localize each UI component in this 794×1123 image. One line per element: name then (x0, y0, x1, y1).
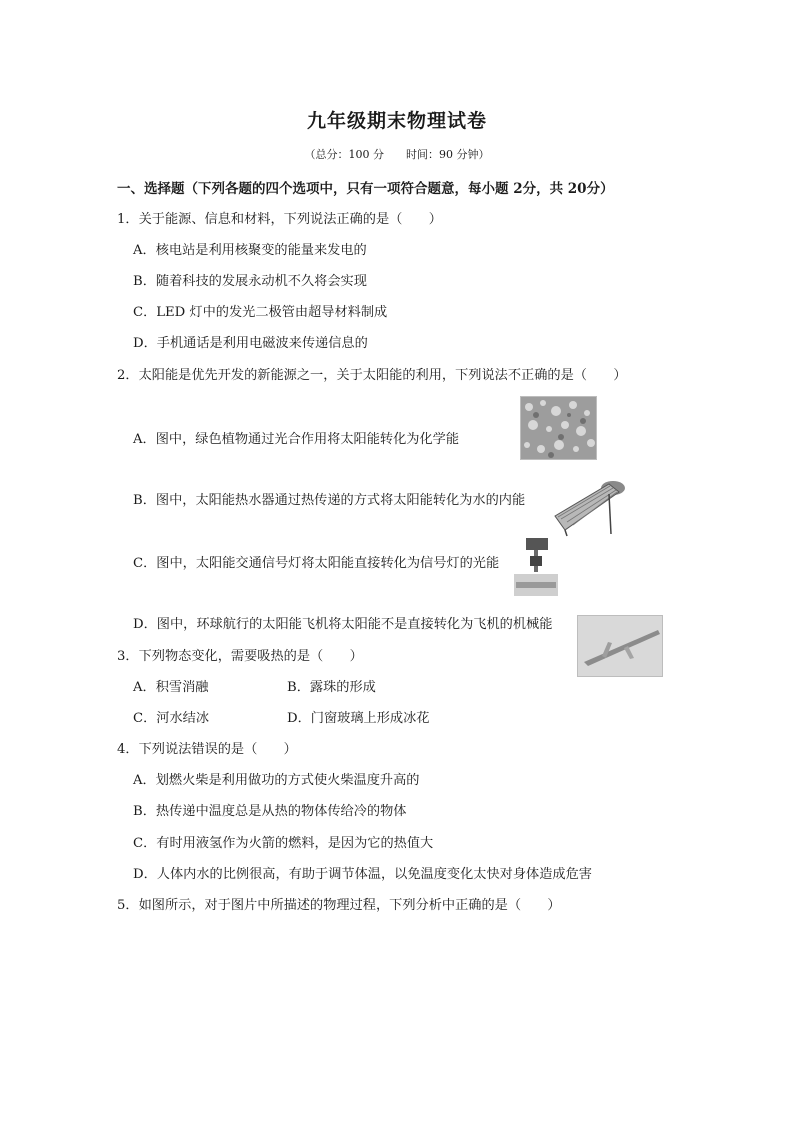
question-4-option-b: B．热传递中温度总是从热的物体传给冷的物体 (133, 804, 407, 819)
question-1-stem: 1．关于能源、信息和材料，下列说法正确的是（ ） (117, 212, 442, 227)
question-1-option-c: C．LED 灯中的发光二极管由超导材料制成 (133, 305, 388, 320)
question-2-stem: 2．太阳能是优先开发的新能源之一，关于太阳能的利用，下列说法不正确的是（ ） (117, 368, 627, 383)
question-1-option-d: D．手机通话是利用电磁波来传递信息的 (133, 336, 368, 351)
solar-water-heater-photo (549, 476, 627, 538)
section-heading: 一、选择题（下列各题的四个选项中，只有一项符合题意，每小题 2分，共 20分） (117, 181, 614, 197)
question-2-option-c: C．图中，太阳能交通信号灯将太阳能直接转化为信号灯的光能 (133, 556, 500, 571)
question-5-stem: 5．如图所示，对于图片中所描述的物理过程，下列分析中正确的是（ ） (117, 898, 561, 913)
question-1-option-b: B．随着科技的发展永动机不久将会实现 (133, 274, 367, 289)
solar-plane-photo (577, 615, 663, 677)
question-4-option-a: A．划燃火柴是利用做功的方式使火柴温度升高的 (133, 773, 420, 788)
plant-photo (520, 396, 597, 460)
question-2-option-a: A．图中，绿色植物通过光合作用将太阳能转化为化学能 (133, 432, 460, 447)
question-3-stem: 3．下列物态变化，需要吸热的是（ ） (117, 649, 363, 664)
exam-subtitle: （总分：100 分 时间：90 分钟） (304, 148, 490, 161)
question-4-option-c: C．有时用液氢作为火箭的燃料，是因为它的热值大 (133, 836, 434, 851)
exam-title: 九年级期末物理试卷 (306, 110, 487, 132)
question-4-option-d: D．人体内水的比例很高，有助于调节体温，以免温度变化太快对身体造成危害 (133, 867, 592, 882)
question-3-option-d: D．门窗玻璃上形成冰花 (287, 711, 430, 726)
question-2-option-d: D．图中，环球航行的太阳能飞机将太阳能不是直接转化为飞机的机械能 (133, 617, 553, 632)
traffic-light-photo (512, 536, 560, 598)
question-2-option-b: B．图中，太阳能热水器通过热传递的方式将太阳能转化为水的内能 (133, 493, 526, 508)
question-1-option-a: A．核电站是利用核聚变的能量来发电的 (133, 243, 367, 258)
question-3-option-b: B．露珠的形成 (287, 680, 376, 695)
question-4-stem: 4．下列说法错误的是（ ） (117, 742, 297, 757)
question-3-option-c: C．河水结冰 (133, 711, 210, 726)
question-3-option-a: A．积雪消融 (133, 680, 209, 695)
